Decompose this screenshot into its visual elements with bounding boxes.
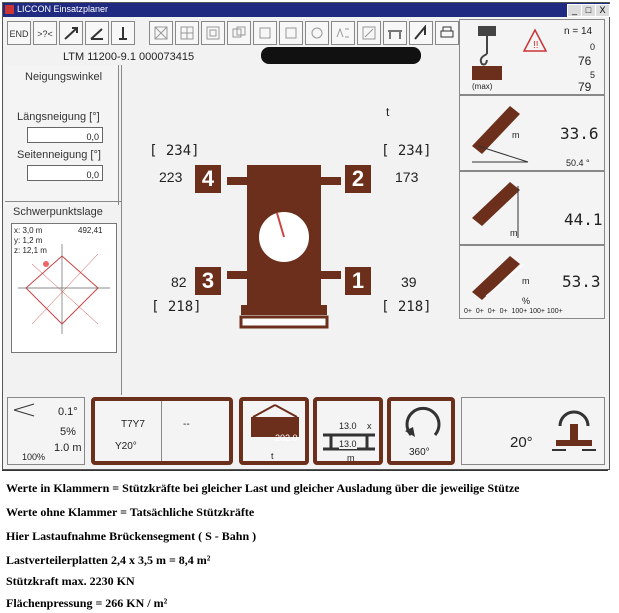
radius-value: 33.6 [560, 124, 599, 143]
tilt-title: Neigungswinkel [25, 71, 103, 83]
wind-panel[interactable] [7, 397, 85, 465]
box-icon[interactable] [253, 21, 277, 45]
outrigger-4-actual: 223 [159, 169, 183, 185]
outrigger-1-badge[interactable]: 1 [345, 267, 371, 295]
ballast-x: x [367, 421, 372, 431]
slew-value: 360° [409, 447, 430, 458]
load-panel[interactable] [239, 397, 309, 465]
hook-max: (max) [472, 82, 493, 91]
radius-angle: 50.4 ° [566, 158, 590, 168]
window-bottom-line [2, 470, 608, 471]
wind-dist: 1.0 m [54, 442, 82, 454]
title-bar [3, 3, 609, 17]
circle-icon[interactable] [305, 21, 329, 45]
hook-v2: 76 [578, 54, 592, 68]
warning-icon [522, 28, 548, 54]
text-icon[interactable] [331, 21, 355, 45]
cog-value: 492,41 [78, 226, 103, 235]
cog-x: x: 3,0 m [14, 226, 43, 235]
height-unit: m [510, 228, 518, 238]
layers-icon[interactable] [227, 21, 251, 45]
hook-v3: 5 [590, 70, 596, 80]
crane-icon[interactable] [409, 21, 433, 45]
left-divider [121, 65, 122, 395]
edit-icon[interactable] [357, 21, 381, 45]
wind-deg: 0.1° [58, 406, 78, 418]
boom-panel[interactable] [459, 245, 605, 319]
app-window [2, 2, 610, 470]
outrigger-3-badge[interactable]: 3 [195, 267, 221, 295]
caption-2: Werte ohne Klammer = Tatsächliche Stützkräfte [6, 505, 255, 519]
cog-plot [11, 223, 117, 353]
outrigger-2-actual: 173 [395, 169, 419, 185]
hook-panel[interactable] [459, 19, 605, 95]
boom-unit: m [522, 276, 530, 286]
ballast-panel[interactable] [313, 397, 383, 465]
boom-telescope: 0+ 0+ 0+ 0+ 100+ 100+ 100+ [464, 308, 563, 315]
caption-3: Hier Lastaufnahme Brückensegment ( S - Bahn ) [6, 529, 257, 543]
bridge-icon[interactable] [383, 21, 407, 45]
outrigger-2-badge[interactable]: 2 [345, 165, 371, 193]
tilt-panel [5, 65, 119, 205]
cog-title: Schwerpunktslage [13, 206, 103, 218]
mast-icon[interactable] [111, 21, 135, 45]
hook-v4: 79 [578, 80, 592, 94]
outrigger-2-equal: [ 234] [381, 143, 432, 159]
minimize-button[interactable]: _ [567, 4, 582, 17]
grid-icon[interactable] [175, 21, 199, 45]
outrigger-3-actual: 82 [171, 274, 187, 290]
cog-diagram [12, 224, 116, 352]
side-tilt-field[interactable]: 0,0 [27, 165, 103, 181]
radius-icon [466, 102, 536, 166]
outrigger-4-equal: [ 234] [149, 143, 200, 159]
config-divider [161, 401, 162, 461]
ballast-unit: m [347, 453, 355, 463]
height-icon [466, 178, 536, 242]
height-panel[interactable] [459, 171, 605, 245]
hook-v1: 0 [590, 42, 596, 52]
close-button[interactable]: X [595, 4, 610, 17]
radius-unit: m [512, 130, 520, 140]
turn-value: 20° [510, 434, 533, 451]
ballast-bottom: 13.0 [339, 439, 357, 449]
frame-icon[interactable] [201, 21, 225, 45]
boom-luff-icon[interactable] [85, 21, 109, 45]
config-c: -- [183, 419, 190, 430]
crane-model: LTM 11200-9.1 000073415 [63, 51, 195, 63]
outrigger-1-actual: 39 [401, 274, 417, 290]
app-icon [5, 5, 14, 14]
outrigger-4-badge[interactable]: 4 [195, 165, 221, 193]
slew-panel[interactable] [387, 397, 455, 465]
lattice-icon[interactable] [149, 21, 173, 45]
outrigger-1-equal: [ 218] [381, 299, 432, 315]
boom-value: 53.3 [562, 272, 601, 291]
height-value: 44.1 [564, 210, 603, 229]
angle-icon [12, 402, 36, 418]
divider [5, 201, 121, 202]
cog-y: y: 1,2 m [14, 236, 43, 245]
config-b: Y20° [115, 441, 137, 452]
window-title: LICCON Einsatzplaner [17, 4, 109, 14]
redaction-bar [261, 47, 421, 64]
hook-n: n = 14 [564, 26, 593, 37]
ballast-top: 13.0 [339, 421, 357, 431]
end-button[interactable]: END [7, 21, 31, 45]
print-icon[interactable] [435, 21, 459, 45]
side-tilt-label: Seitenneigung [°] [17, 149, 101, 161]
config-panel[interactable] [91, 397, 233, 465]
square-icon[interactable] [279, 21, 303, 45]
turn-panel[interactable] [461, 397, 605, 465]
cog-marker [43, 261, 49, 267]
cog-z: z: 12,1 m [14, 246, 47, 255]
rotate-icon [401, 405, 445, 441]
outrigger-3-equal: [ 218] [151, 299, 202, 315]
config-a: T7Y7 [121, 419, 145, 430]
hook-icon [464, 24, 514, 90]
load-unit: t [271, 451, 274, 461]
turntable-icon [550, 404, 598, 460]
boom-percent: % [522, 296, 531, 306]
wind-level: 100% [22, 452, 46, 462]
boom-up-icon[interactable] [59, 21, 83, 45]
load-value: 202.0 [275, 433, 298, 443]
maximize-button[interactable]: □ [581, 4, 596, 17]
wind-pct: 5% [60, 426, 76, 438]
force-unit: t [386, 105, 390, 119]
long-tilt-label: Längsneigung [°] [17, 111, 100, 123]
radius-panel[interactable] [459, 95, 605, 171]
help-button[interactable]: >?< [33, 21, 57, 45]
caption-6: Flächenpressung = 266 KN / m² [6, 596, 168, 610]
svg-text:!!: !! [533, 40, 539, 51]
caption-4: Lastverteilerplatten 2,4 x 3,5 m = 8,4 m² [6, 553, 211, 567]
caption-5: Stützkraft max. 2230 KN [6, 574, 135, 588]
long-tilt-field[interactable]: 0,0 [27, 127, 103, 143]
caption-1: Werte in Klammern = Stützkräfte bei gleicher Last und gleicher Ausladung über die jeweilige Stütze [6, 481, 520, 495]
